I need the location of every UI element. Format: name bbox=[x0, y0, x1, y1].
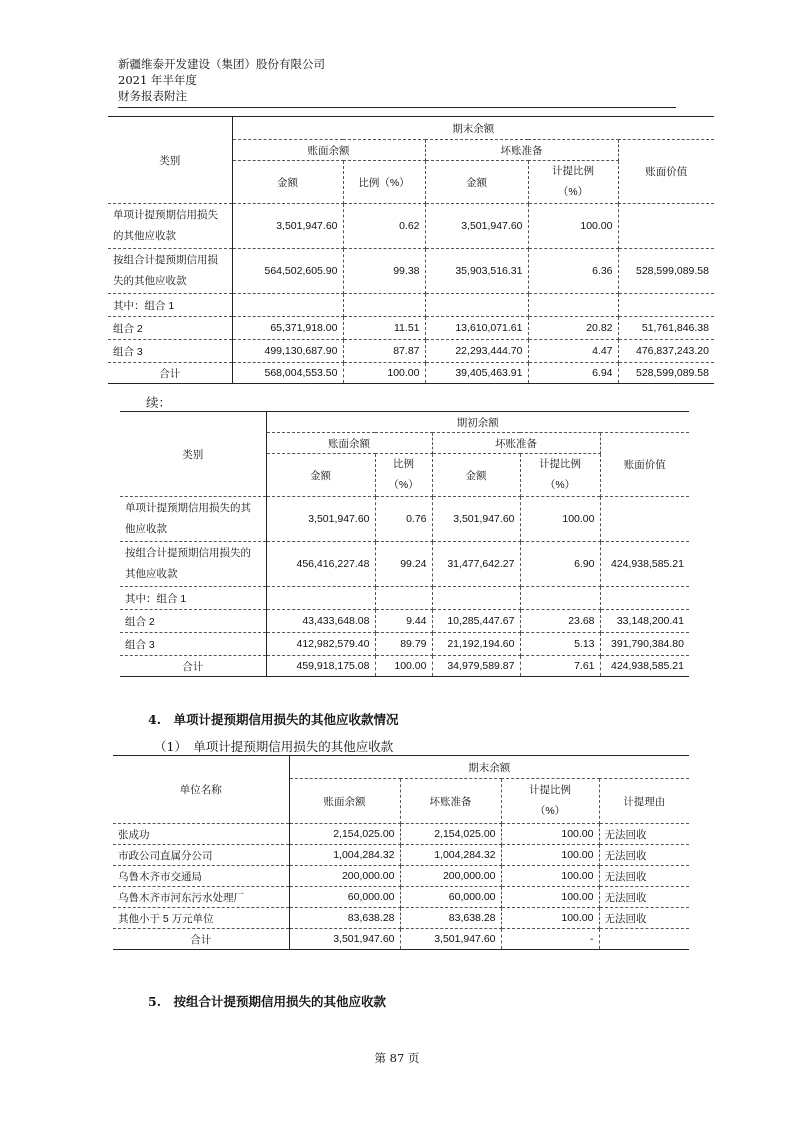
row-amount: 456,416,227.48 bbox=[266, 542, 375, 587]
row-ratio: 100.00 bbox=[343, 363, 425, 384]
row-bad: 60,000.00 bbox=[400, 887, 501, 908]
row-reason: 无法回收 bbox=[599, 908, 689, 929]
row-amount: 65,371,918.00 bbox=[232, 317, 343, 340]
row-name: 乌鲁木齐市河东污水处理厂 bbox=[113, 887, 289, 908]
row-bad-amount: 35,903,516.31 bbox=[425, 249, 528, 294]
row-bad-amount: 3,501,947.60 bbox=[425, 204, 528, 249]
table-row bbox=[108, 294, 714, 317]
col-book-balance: 账面余额 bbox=[232, 140, 425, 161]
table-total-row bbox=[113, 929, 689, 950]
row-value: 424,938,585.21 bbox=[600, 656, 689, 677]
col-provision-ratio-line1: 计提比例 bbox=[529, 784, 571, 796]
row-value bbox=[618, 294, 714, 317]
table-row bbox=[113, 845, 689, 866]
row-name: 按组合计提预期信用损失的其他应收款 bbox=[108, 249, 232, 294]
row-value: 424,938,585.21 bbox=[600, 542, 689, 587]
section-4-subheading: （1） 单项计提预期信用损失的其他应收款 bbox=[154, 739, 394, 754]
row-bad-amount: 34,979,589.87 bbox=[432, 656, 520, 677]
table-row bbox=[108, 249, 714, 294]
row-name: 合计 bbox=[120, 656, 266, 677]
col-provision-ratio-line1: 计提比例 bbox=[539, 458, 581, 470]
row-ratio: 99.24 bbox=[375, 542, 432, 587]
row-value: 476,837,243.20 bbox=[618, 340, 714, 363]
row-ratio: 100.00 bbox=[375, 656, 432, 677]
row-provision: 6.94 bbox=[528, 363, 618, 384]
row-provision: 100.00 bbox=[528, 204, 618, 249]
row-value: 51,761,846.38 bbox=[618, 317, 714, 340]
col-book-balance: 账面余额 bbox=[289, 779, 400, 824]
col-provision-ratio-line2: （%） bbox=[534, 805, 566, 817]
table-total-row bbox=[120, 656, 689, 677]
col-provision-ratio bbox=[501, 779, 599, 824]
table-row bbox=[108, 317, 714, 340]
row-name: 组合 3 bbox=[108, 340, 232, 363]
section-5-heading: 5. 按组合计提预期信用损失的其他应收款 bbox=[148, 994, 387, 1009]
continued-label: 续： bbox=[146, 395, 172, 410]
col-ratio-line1: 比例 bbox=[393, 458, 414, 470]
table-row bbox=[113, 887, 689, 908]
row-name: 合计 bbox=[113, 929, 289, 950]
row-bad-amount: 31,477,642.27 bbox=[432, 542, 520, 587]
company-name: 新疆维泰开发建设（集团）股份有限公司 bbox=[118, 57, 325, 71]
row-name: 单项计提预期信用损失的其他应收款 bbox=[108, 204, 232, 249]
row-name: 组合 2 bbox=[108, 317, 232, 340]
row-provision: 4.47 bbox=[528, 340, 618, 363]
col-book-value: 账面价值 bbox=[618, 140, 714, 204]
row-bad-amount bbox=[425, 294, 528, 317]
row-provision bbox=[528, 294, 618, 317]
row-balance: 200,000.00 bbox=[289, 866, 400, 887]
row-name: 合计 bbox=[108, 363, 232, 384]
row-balance: 83,638.28 bbox=[289, 908, 400, 929]
row-value bbox=[600, 587, 689, 610]
row-bad-amount: 39,405,463.91 bbox=[425, 363, 528, 384]
col-bad-amount: 金额 bbox=[425, 161, 528, 204]
row-provision: 7.61 bbox=[520, 656, 600, 677]
group-title: 期初余额 bbox=[266, 412, 689, 433]
row-balance: 3,501,947.60 bbox=[289, 929, 400, 950]
row-name: 其中：组合 1 bbox=[108, 294, 232, 317]
row-bad-amount: 3,501,947.60 bbox=[432, 497, 520, 542]
col-book-value: 账面价值 bbox=[600, 433, 689, 497]
row-value: 391,790,384.80 bbox=[600, 633, 689, 656]
row-ratio: 0.62 bbox=[343, 204, 425, 249]
row-name: 乌鲁木齐市交通局 bbox=[113, 866, 289, 887]
row-ratio: 9.44 bbox=[375, 610, 432, 633]
document-type: 财务报表附注 bbox=[118, 89, 187, 103]
row-provision: 100.00 bbox=[501, 908, 599, 929]
individual-provision-table bbox=[113, 755, 689, 950]
col-bad-debt: 坏账准备 bbox=[432, 433, 600, 454]
row-bad-amount: 22,293,444.70 bbox=[425, 340, 528, 363]
row-name: 市政公司直属分公司 bbox=[113, 845, 289, 866]
row-name: 张成功 bbox=[113, 824, 289, 845]
row-ratio: 89.79 bbox=[375, 633, 432, 656]
row-provision: 6.36 bbox=[528, 249, 618, 294]
table-row bbox=[120, 497, 689, 542]
row-balance: 60,000.00 bbox=[289, 887, 400, 908]
row-bad: 200,000.00 bbox=[400, 866, 501, 887]
group-title: 期末余额 bbox=[289, 756, 689, 779]
row-bad: 83,638.28 bbox=[400, 908, 501, 929]
table-row bbox=[120, 542, 689, 587]
row-ratio: 99.38 bbox=[343, 249, 425, 294]
row-name: 组合 2 bbox=[120, 610, 266, 633]
row-reason bbox=[599, 929, 689, 950]
row-amount bbox=[232, 294, 343, 317]
row-provision: 100.00 bbox=[501, 824, 599, 845]
row-value: 528,599,089.58 bbox=[618, 249, 714, 294]
row-bad: 1,004,284.32 bbox=[400, 845, 501, 866]
col-provision-ratio bbox=[520, 454, 600, 497]
col-ratio: 比例（%） bbox=[343, 161, 425, 204]
row-amount: 568,004,553.50 bbox=[232, 363, 343, 384]
closing-balance-table bbox=[108, 116, 714, 384]
row-amount: 459,918,175.08 bbox=[266, 656, 375, 677]
table-total-row bbox=[108, 363, 714, 384]
row-provision: - bbox=[501, 929, 599, 950]
row-name: 其中：组合 1 bbox=[120, 587, 266, 610]
row-provision: 100.00 bbox=[520, 497, 600, 542]
row-ratio: 87.87 bbox=[343, 340, 425, 363]
header-rule bbox=[118, 107, 676, 108]
table-row bbox=[113, 908, 689, 929]
row-bad-amount: 10,285,447.67 bbox=[432, 610, 520, 633]
row-bad: 3,501,947.60 bbox=[400, 929, 501, 950]
table-row bbox=[120, 633, 689, 656]
row-amount: 412,982,579.40 bbox=[266, 633, 375, 656]
row-provision: 100.00 bbox=[501, 887, 599, 908]
row-reason: 无法回收 bbox=[599, 887, 689, 908]
row-value bbox=[618, 204, 714, 249]
table-row bbox=[108, 340, 714, 363]
row-bad-amount bbox=[432, 587, 520, 610]
row-bad: 2,154,025.00 bbox=[400, 824, 501, 845]
col-bad-amount: 金额 bbox=[432, 454, 520, 497]
col-category: 类别 bbox=[120, 412, 266, 497]
row-value bbox=[600, 497, 689, 542]
col-book-balance: 账面余额 bbox=[266, 433, 432, 454]
row-value: 528,599,089.58 bbox=[618, 363, 714, 384]
col-provision-ratio-line2: （%） bbox=[557, 186, 589, 198]
row-provision bbox=[520, 587, 600, 610]
row-provision: 23.68 bbox=[520, 610, 600, 633]
table-row bbox=[113, 866, 689, 887]
row-name: 按组合计提预期信用损失的其他应收款 bbox=[120, 542, 266, 587]
report-period: 2021 年半年度 bbox=[118, 73, 197, 87]
col-bad-debt: 坏账准备 bbox=[425, 140, 618, 161]
col-amount: 金额 bbox=[266, 454, 375, 497]
col-provision-ratio bbox=[528, 161, 618, 204]
row-amount: 3,501,947.60 bbox=[232, 204, 343, 249]
row-ratio bbox=[375, 587, 432, 610]
table-row bbox=[120, 610, 689, 633]
row-provision: 6.90 bbox=[520, 542, 600, 587]
page-number: 第 87 页 bbox=[374, 1051, 420, 1065]
col-bad-debt: 坏账准备 bbox=[400, 779, 501, 824]
row-amount: 43,433,648.08 bbox=[266, 610, 375, 633]
col-category: 类别 bbox=[108, 117, 232, 204]
row-amount: 564,502,605.90 bbox=[232, 249, 343, 294]
row-ratio: 11.51 bbox=[343, 317, 425, 340]
row-provision: 5.13 bbox=[520, 633, 600, 656]
row-reason: 无法回收 bbox=[599, 845, 689, 866]
row-name: 组合 3 bbox=[120, 633, 266, 656]
col-ratio bbox=[375, 454, 432, 497]
row-balance: 2,154,025.00 bbox=[289, 824, 400, 845]
row-name: 单项计提预期信用损失的其他应收款 bbox=[120, 497, 266, 542]
row-amount: 3,501,947.60 bbox=[266, 497, 375, 542]
row-provision: 100.00 bbox=[501, 866, 599, 887]
row-reason: 无法回收 bbox=[599, 866, 689, 887]
group-title: 期末余额 bbox=[232, 117, 714, 140]
table-row bbox=[108, 204, 714, 249]
table-row bbox=[113, 824, 689, 845]
section-4-heading: 4. 单项计提预期信用损失的其他应收款情况 bbox=[148, 712, 399, 727]
col-unit-name: 单位名称 bbox=[113, 756, 289, 824]
row-name: 其他小于 5 万元单位 bbox=[113, 908, 289, 929]
row-bad-amount: 13,610,071.61 bbox=[425, 317, 528, 340]
row-bad-amount: 21,192,194.60 bbox=[432, 633, 520, 656]
table-row bbox=[120, 587, 689, 610]
row-reason: 无法回收 bbox=[599, 824, 689, 845]
col-ratio-line2: （%） bbox=[388, 479, 419, 491]
col-reason: 计提理由 bbox=[599, 779, 689, 824]
row-provision: 20.82 bbox=[528, 317, 618, 340]
row-amount: 499,130,687.90 bbox=[232, 340, 343, 363]
col-provision-ratio-line1: 计提比例 bbox=[552, 165, 594, 177]
row-provision: 100.00 bbox=[501, 845, 599, 866]
row-value: 33,148,200.41 bbox=[600, 610, 689, 633]
row-ratio: 0.76 bbox=[375, 497, 432, 542]
row-ratio bbox=[343, 294, 425, 317]
col-provision-ratio-line2: （%） bbox=[544, 479, 576, 491]
row-balance: 1,004,284.32 bbox=[289, 845, 400, 866]
row-amount bbox=[266, 587, 375, 610]
opening-balance-table bbox=[120, 411, 689, 677]
col-amount: 金额 bbox=[232, 161, 343, 204]
